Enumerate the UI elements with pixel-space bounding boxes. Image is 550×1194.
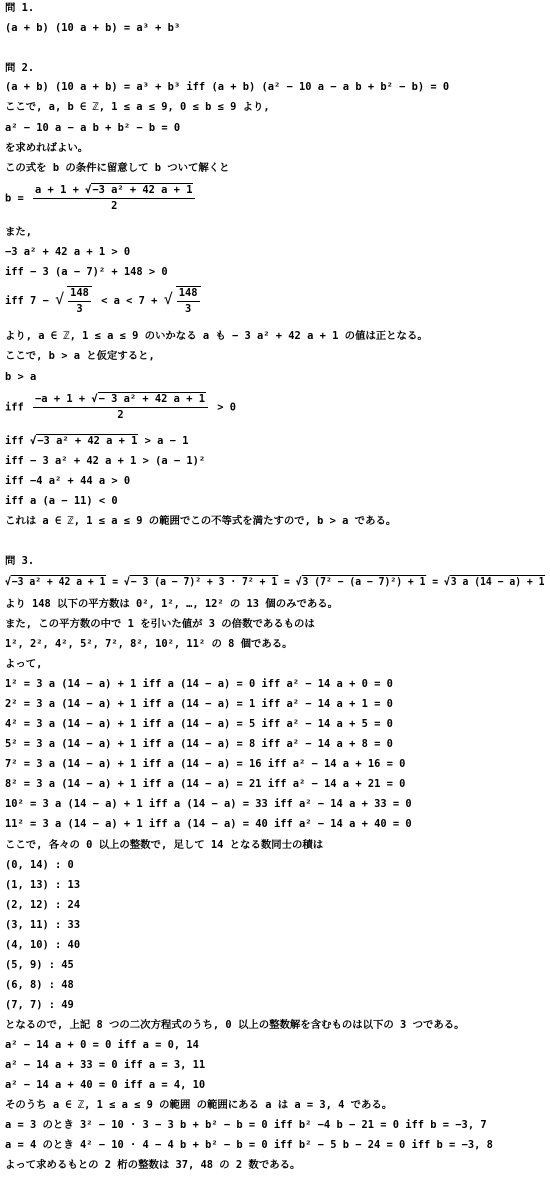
q2-line-16: iff − 3 a² + 42 a + 1 > (a − 1)² xyxy=(5,455,206,467)
q2-line-8: −3 a² + 42 a + 1 > 0 xyxy=(5,246,131,258)
q2-b-formula xyxy=(5,184,198,213)
q3-case-line: 11² = 3 a (14 − a) + 1 iff a (14 − a) = 40 iff a² − 14 a + 40 = 0 xyxy=(5,818,412,830)
q2-line-13: b > a xyxy=(5,371,37,383)
q3-line-8: a = 3 のとき 3² − 10 · 3 − 3 b + b² − b = 0 iff b² −4 b − 21 = 0 iff b = −3, 7 xyxy=(5,1119,487,1131)
q3-conclusion: よって求めるもとの 2 桁の整数は 37, 48 の 2 数である。 xyxy=(5,1159,301,1171)
q3-line-6: となるので, 上記 8 つの二次方程式のうち, 0 以上の整数解を含むものは以下の 3 つである。 xyxy=(5,1019,465,1031)
q2-heading: 問 2. xyxy=(5,62,35,74)
q3-pair-line: (6, 8) : 48 xyxy=(5,979,74,991)
q3-line-4: よって, xyxy=(5,658,43,670)
q2-line-2: ここで, a, b ∈ ℤ, 1 ≤ a ≤ 9, 0 ≤ b ≤ 9 より, xyxy=(5,101,270,113)
q2-line-7: また, xyxy=(5,226,33,238)
q3-case-line: 8² = 3 a (14 − a) + 1 iff a (14 − a) = 21 iff a² − 14 a + 21 = 0 xyxy=(5,778,406,790)
q2-line-15: iff √−3 a² + 42 a + 1 > a − 1 xyxy=(5,435,189,447)
q2-line-1: (a + b) (10 a + b) = a³ + b³ iff (a + b) (a² − 10 a − a b + b² − b) = 0 xyxy=(5,81,450,93)
q2-line-12: ここで, b > a と仮定すると, xyxy=(5,350,155,362)
q3-pair-line: (0, 14) : 0 xyxy=(5,859,74,871)
q3-line-9: a = 4 のとき 4² − 10 · 4 − 4 b + b² − b = 0 iff b² − 5 b − 24 = 0 iff b = −3, 8 xyxy=(5,1139,493,1151)
q2-line-18: iff a (a − 11) < 0 xyxy=(5,495,118,507)
q3-pair-line: (3, 11) : 33 xyxy=(5,919,81,931)
q3-solution-line: a² − 14 a + 0 = 0 iff a = 0, 14 xyxy=(5,1039,199,1051)
q3-pair-line: (7, 7) : 49 xyxy=(5,999,74,1011)
q3-case-line: 1² = 3 a (14 − a) + 1 iff a (14 − a) = 0 iff a² − 14 a + 0 = 0 xyxy=(5,678,393,690)
q2-line-3: a² − 10 a − a b + b² − b = 0 xyxy=(5,122,181,134)
q2-line-9: iff − 3 (a − 7)² + 148 > 0 xyxy=(5,266,168,278)
q2-line-17: iff −4 a² + 44 a > 0 xyxy=(5,475,131,487)
q3-solution-line: a² − 14 a + 40 = 0 iff a = 4, 10 xyxy=(5,1079,206,1091)
q3-heading: 問 3. xyxy=(5,555,35,567)
q2-b-radicand: −3 a² + 42 a + 1 xyxy=(92,184,193,196)
q3-pair-line: (2, 12) : 24 xyxy=(5,899,81,911)
q2-range-frac-2: $\frac{148}{3}$ xyxy=(176,286,201,316)
q3-pair-line: (5, 9) : 45 xyxy=(5,959,74,971)
q3-line-5: ここで, 各々の 0 以上の整数で, 足して 14 となる数同士の積は xyxy=(5,839,324,851)
q3-solution-line: a² − 14 a + 33 = 0 iff a = 3, 11 xyxy=(5,1059,206,1071)
q3-case-line: 5² = 3 a (14 − a) + 1 iff a (14 − a) = 8 iff a² − 14 a + 8 = 0 xyxy=(5,738,393,750)
q2-line-11: より, a ∈ ℤ, 1 ≤ a ≤ 9 のいかなる a も − 3 a² + 42 a + 1 の値は正となる。 xyxy=(5,330,428,342)
q2-b-fraction: $\frac{\text{a + 1 + √−3 a² + 42 a + 1}}{2}$ xyxy=(33,184,195,213)
q2-b-lhs: b = xyxy=(5,192,24,205)
q2-line-4: を求めればよい。 xyxy=(5,142,89,154)
q1-heading: 問 1. xyxy=(5,2,35,14)
q3-case-line: 4² = 3 a (14 − a) + 1 iff a (14 − a) = 5 iff a² − 14 a + 5 = 0 xyxy=(5,718,393,730)
q3-pair-line: (4, 10) : 40 xyxy=(5,939,81,951)
q2-range-frac-1: $\frac{148}{3}$ xyxy=(67,286,92,316)
q3-case-line: 10² = 3 a (14 − a) + 1 iff a (14 − a) = 33 iff a² − 14 a + 33 = 0 xyxy=(5,798,412,810)
q3-case-line: 2² = 3 a (14 − a) + 1 iff a (14 − a) = 1 iff a² − 14 a + 1 = 0 xyxy=(5,698,393,710)
q3-line-3: 1², 2², 4², 5², 7², 8², 10², 11² の 8 個である。 xyxy=(5,638,293,650)
q3-line-1: より 148 以下の平方数は 0², 1², …, 12² の 13 個のみである。 xyxy=(5,598,339,610)
q2-line-5: この式を b の条件に留意して b ついて解くと xyxy=(5,162,230,174)
q3-pair-line: (1, 13) : 13 xyxy=(5,879,81,891)
q3-line-7: そのうち a ∈ ℤ, 1 ≤ a ≤ 9 の範囲 の範囲にある a は a = 3, 4 である。 xyxy=(5,1099,393,1111)
q1-equation: (a + b) (10 a + b) = a³ + b³ xyxy=(5,22,181,34)
q2-iff-fraction: iff $\frac{\text{−a + 1 + √− 3 a² + 42 a + 1}}{2}$ > 0 xyxy=(5,393,237,421)
q3-case-line: 7² = 3 a (14 − a) + 1 iff a (14 − a) = 16 iff a² − 14 a + 16 = 0 xyxy=(5,758,406,770)
q2-line-19: これは a ∈ ℤ, 1 ≤ a ≤ 9 の範囲でこの不等式を満たすので, b > a である。 xyxy=(5,515,397,527)
q3-sqrt-chain: √−3 a² + 42 a + 1 = √− 3 (a − 7)² + 3 · 7² + 1 = √3 (7² − (a − 7)²) + 1 = √3 a (14 − a) + 1 xyxy=(5,576,545,588)
q3-line-2: また, この平方数の中で 1 を引いた値が 3 の倍数であるものは xyxy=(5,618,315,630)
q2-range-formula: iff 7 − √ $\frac{148}{3}$ < a < 7 + √ $\frac{148}{3}$ xyxy=(5,286,204,316)
